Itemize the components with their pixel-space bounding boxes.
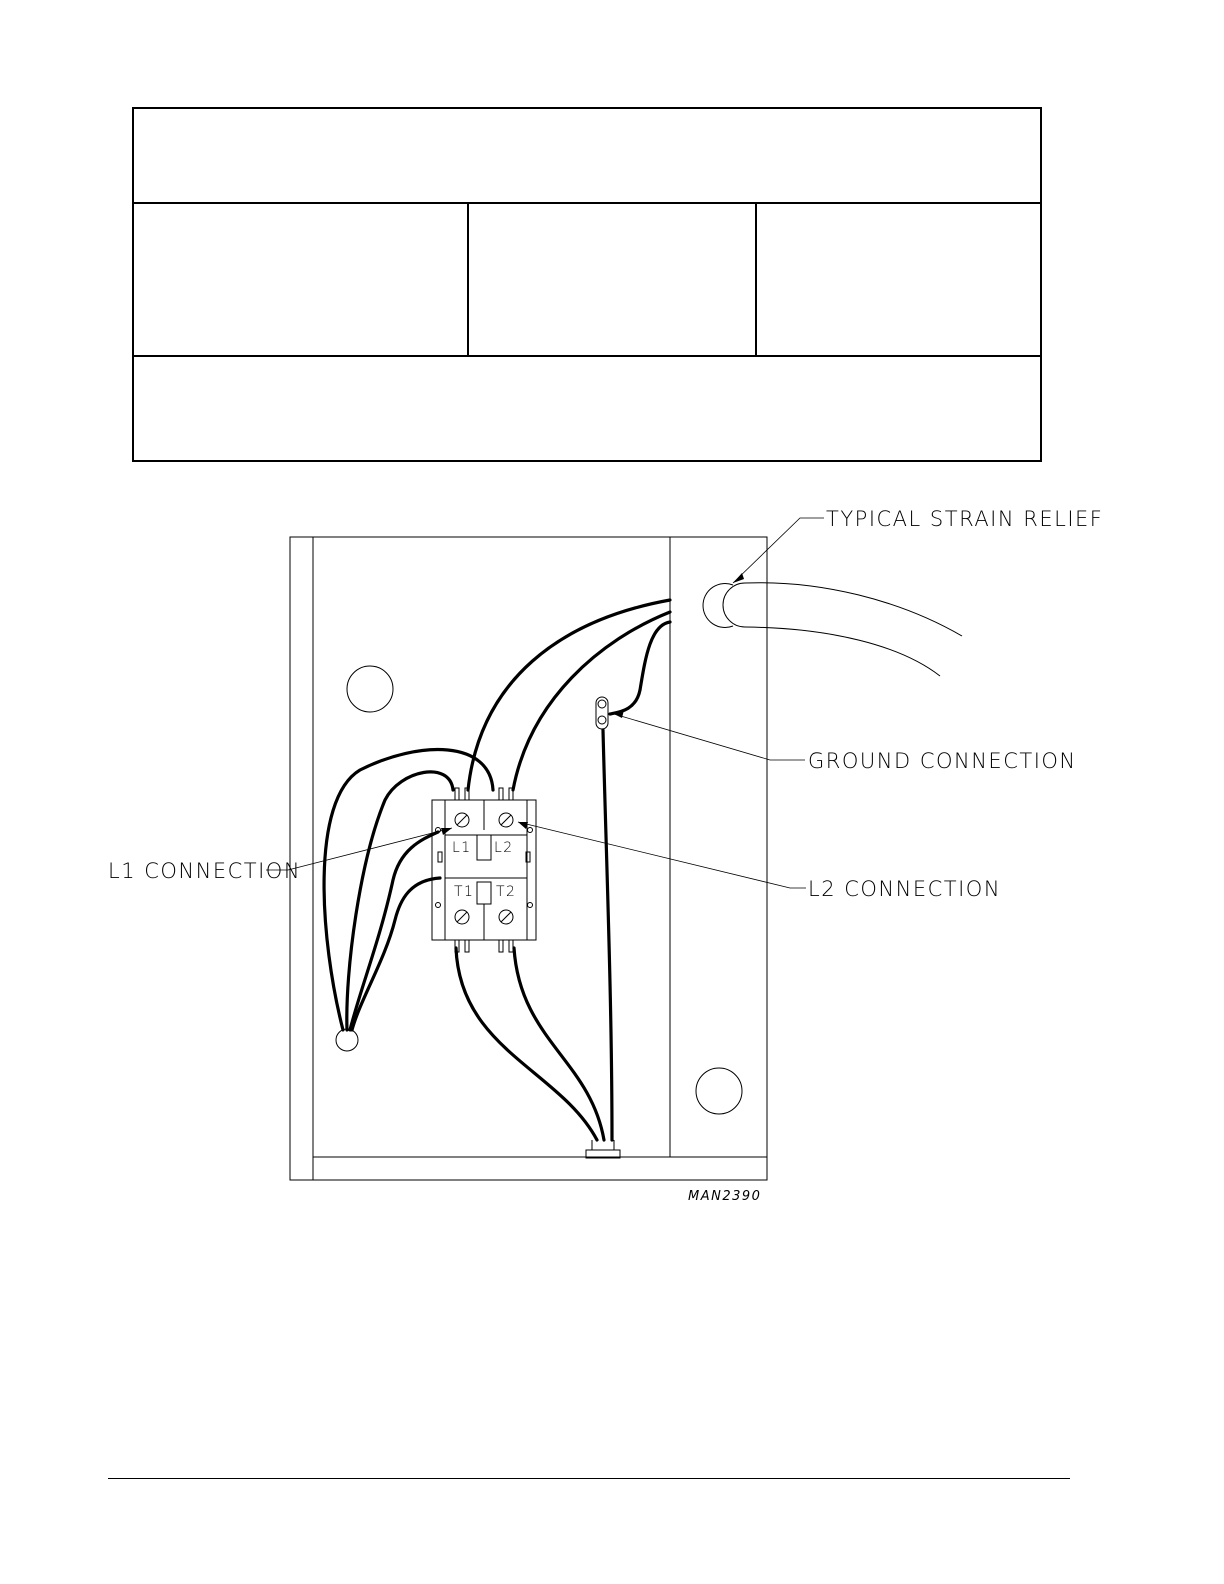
header-table-bottom-row (134, 357, 1040, 460)
terminal-label-t2: T2 (496, 884, 517, 900)
knockout-hole (347, 666, 393, 712)
header-table-cell-1 (134, 204, 469, 355)
leader-lines (266, 518, 824, 888)
wiring-diagram (0, 490, 1224, 1220)
l2-connection-label: L2 CONNECTION (808, 877, 1002, 901)
wire-hole (336, 1029, 358, 1051)
header-table-cell-2 (469, 204, 757, 355)
ground-lug (596, 697, 608, 729)
leader-arrows (441, 573, 744, 835)
knockout-hole (696, 1068, 742, 1114)
header-table-title-row (134, 109, 1040, 204)
ground-connection-label: GROUND CONNECTION (808, 749, 1077, 773)
terminal-label-l2: L2 (494, 840, 514, 856)
bottom-strain-relief (586, 1140, 620, 1158)
panel-enclosure (290, 537, 767, 1180)
strain-relief-label: TYPICAL STRAIN RELIEF (826, 507, 1104, 531)
wires (324, 600, 670, 1140)
strain-relief (703, 583, 962, 676)
terminal-label-t1: T1 (454, 884, 475, 900)
drawing-number: MAN2390 (688, 1189, 762, 1204)
header-table (132, 107, 1042, 462)
contactor (432, 788, 536, 952)
header-table-middle-row (134, 204, 1040, 357)
header-table-cell-3 (757, 204, 1040, 355)
footer-rule (108, 1478, 1070, 1479)
l1-connection-label: L1 CONNECTION (108, 859, 302, 883)
terminal-label-l1: L1 (452, 840, 472, 856)
